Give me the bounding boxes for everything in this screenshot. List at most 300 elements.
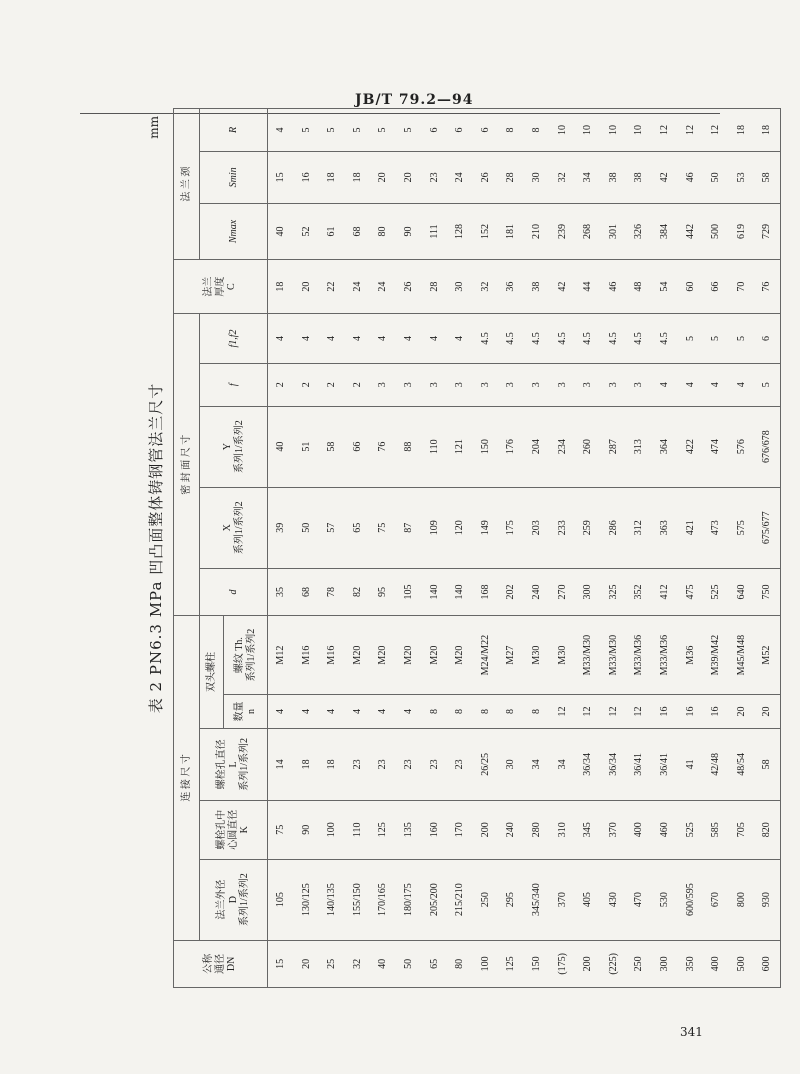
- table-cell: 36/41: [652, 728, 678, 800]
- table-cell: 20: [396, 151, 422, 203]
- table-cell: M33/M36: [626, 616, 652, 695]
- table-cell: 28: [422, 260, 448, 314]
- table-cell: 18: [319, 728, 345, 800]
- table-cell: 412: [652, 568, 678, 615]
- table-cell: 3: [498, 363, 524, 406]
- table-cell: 34: [550, 728, 576, 800]
- table-cell: 46: [678, 151, 704, 203]
- table-row: [626, 109, 652, 988]
- header-d: d: [200, 568, 268, 615]
- header-S: Smin: [200, 151, 268, 203]
- table-cell: 4.5: [524, 314, 550, 364]
- table-cell: 155/150: [345, 859, 371, 940]
- table-cell: 215/210: [447, 859, 473, 940]
- table-cell: 40: [370, 940, 396, 987]
- table-cell: 8: [447, 695, 473, 729]
- table-cell: 4: [294, 695, 320, 729]
- table-cell: 422: [678, 406, 704, 487]
- table-cell: 3: [601, 363, 627, 406]
- table-cell: 442: [678, 203, 704, 259]
- table-cell: 26/25: [473, 728, 499, 800]
- table-cell: 66: [703, 260, 729, 314]
- table-cell: 20: [294, 940, 320, 987]
- table-cell: 930: [754, 859, 780, 940]
- table-cell: 10: [550, 109, 576, 152]
- table-cell: 4: [345, 314, 371, 364]
- table-cell: 58: [319, 406, 345, 487]
- table-cell: 400: [703, 940, 729, 987]
- table-cell: 35: [268, 568, 294, 615]
- table-cell: 268: [575, 203, 601, 259]
- table-row: [396, 109, 422, 988]
- table-cell: 750: [754, 568, 780, 615]
- table-row: [652, 109, 678, 988]
- table-cell: (175): [550, 940, 576, 987]
- table-cell: 121: [447, 406, 473, 487]
- table-cell: 181: [498, 203, 524, 259]
- table-cell: 280: [524, 800, 550, 859]
- table-cell: 68: [294, 568, 320, 615]
- table-cell: 30: [524, 151, 550, 203]
- table-row: [370, 109, 396, 988]
- header-N: Nmax: [200, 203, 268, 259]
- table-cell: 530: [652, 859, 678, 940]
- table-cell: 23: [396, 728, 422, 800]
- table-cell: 53: [729, 151, 755, 203]
- table-cell: 76: [754, 260, 780, 314]
- table-cell: 111: [422, 203, 448, 259]
- table-cell: 100: [473, 940, 499, 987]
- table-cell: 125: [370, 800, 396, 859]
- table-cell: 12: [678, 109, 704, 152]
- table-cell: 345: [575, 800, 601, 859]
- table-cell: 135: [396, 800, 422, 859]
- table-row: [345, 109, 371, 988]
- table-cell: 4: [294, 314, 320, 364]
- table-cell: 140: [447, 568, 473, 615]
- table-cell: 140/135: [319, 859, 345, 940]
- table-cell: 80: [447, 940, 473, 987]
- table-cell: 600: [754, 940, 780, 987]
- header-n: 数量 n: [224, 695, 268, 729]
- table-cell: 57: [319, 487, 345, 568]
- table-cell: 2: [294, 363, 320, 406]
- table-cell: 287: [601, 406, 627, 487]
- table-cell: 585: [703, 800, 729, 859]
- table-cell: 50: [294, 487, 320, 568]
- table-cell: 234: [550, 406, 576, 487]
- table-cell: M33/M36: [652, 616, 678, 695]
- table-cell: M20: [396, 616, 422, 695]
- table-cell: 600/595: [678, 859, 704, 940]
- table-cell: 2: [268, 363, 294, 406]
- header-L: 螺栓孔直径 L 系列1/系列2: [200, 728, 268, 800]
- table-cell: 5: [294, 109, 320, 152]
- table-cell: 310: [550, 800, 576, 859]
- table-cell: 3: [550, 363, 576, 406]
- table-cell: M33/M30: [601, 616, 627, 695]
- table-cell: 180/175: [396, 859, 422, 940]
- table-cell: 8: [473, 695, 499, 729]
- table-cell: 12: [703, 109, 729, 152]
- header-R: R: [200, 109, 268, 152]
- table-row: [524, 109, 550, 988]
- header-f1f2: f1,f2: [200, 314, 268, 364]
- table-cell: 23: [422, 728, 448, 800]
- table-row: [294, 109, 320, 988]
- header-neck-group: 法 兰 颈: [174, 109, 200, 260]
- table-cell: 32: [550, 151, 576, 203]
- table-cell: 168: [473, 568, 499, 615]
- table-cell: 40: [268, 406, 294, 487]
- table-cell: 4: [447, 314, 473, 364]
- table-cell: 640: [729, 568, 755, 615]
- table-cell: 3: [473, 363, 499, 406]
- table-row: [703, 109, 729, 988]
- table-cell: 12: [626, 695, 652, 729]
- table-row: [575, 109, 601, 988]
- table-caption: 表 2 PN6.3 MPa 凹凸面整体铸钢管法兰尺寸: [147, 382, 165, 714]
- table-cell: 5: [396, 109, 422, 152]
- table-cell: 729: [754, 203, 780, 259]
- table-cell: 23: [447, 728, 473, 800]
- table-cell: 525: [703, 568, 729, 615]
- table-cell: 36/34: [601, 728, 627, 800]
- table-cell: 259: [575, 487, 601, 568]
- table-cell: 8: [498, 109, 524, 152]
- table-cell: 82: [345, 568, 371, 615]
- table-cell: 36/34: [575, 728, 601, 800]
- table-cell: 3: [575, 363, 601, 406]
- header-Th: 螺纹 Th. 系列1/系列2: [224, 616, 268, 695]
- table-cell: 128: [447, 203, 473, 259]
- table-cell: M45/M48: [729, 616, 755, 695]
- table-cell: 576: [729, 406, 755, 487]
- table-cell: M33/M30: [575, 616, 601, 695]
- table-cell: 16: [652, 695, 678, 729]
- table-cell: 60: [678, 260, 704, 314]
- table-cell: 16: [703, 695, 729, 729]
- table-cell: 20: [370, 151, 396, 203]
- table-cell: 68: [345, 203, 371, 259]
- table-cell: 200: [473, 800, 499, 859]
- table-cell: 4: [703, 363, 729, 406]
- table-cell: 28: [498, 151, 524, 203]
- table-cell: 405: [575, 859, 601, 940]
- table-cell: 4: [268, 314, 294, 364]
- table-cell: 370: [601, 800, 627, 859]
- table-cell: 6: [754, 314, 780, 364]
- table-cell: 352: [626, 568, 652, 615]
- table-cell: 87: [396, 487, 422, 568]
- table-cell: 4: [678, 363, 704, 406]
- table-cell: 239: [550, 203, 576, 259]
- table-cell: 312: [626, 487, 652, 568]
- table-cell: 250: [473, 859, 499, 940]
- table-cell: M30: [550, 616, 576, 695]
- table-cell: 38: [524, 260, 550, 314]
- table-cell: M30: [524, 616, 550, 695]
- table-cell: 3: [447, 363, 473, 406]
- table-cell: 26: [473, 151, 499, 203]
- table-cell: 5: [678, 314, 704, 364]
- table-cell: 110: [345, 800, 371, 859]
- table-cell: 12: [652, 109, 678, 152]
- table-cell: 820: [754, 800, 780, 859]
- table-cell: 500: [703, 203, 729, 259]
- table-cell: 48/54: [729, 728, 755, 800]
- table-row: [319, 109, 345, 988]
- table-cell: 18: [729, 109, 755, 152]
- table-cell: 460: [652, 800, 678, 859]
- table-cell: 4: [370, 695, 396, 729]
- table-cell: 175: [498, 487, 524, 568]
- header-X: X 系列1/系列2: [200, 487, 268, 568]
- table-cell: 8: [524, 109, 550, 152]
- table-cell: 4.5: [575, 314, 601, 364]
- header-stud-group: 双头螺柱: [200, 616, 224, 729]
- table-cell: 4: [729, 363, 755, 406]
- table-cell: 295: [498, 859, 524, 940]
- table-cell: 50: [396, 940, 422, 987]
- table-row: [422, 109, 448, 988]
- table-cell: 4: [319, 314, 345, 364]
- table-cell: M16: [319, 616, 345, 695]
- table-cell: 38: [626, 151, 652, 203]
- table-cell: 676/678: [754, 406, 780, 487]
- table-cell: 2: [345, 363, 371, 406]
- header-connection-group: 连 接 尺 寸: [174, 616, 200, 941]
- table-row: [473, 109, 499, 988]
- table-cell: 421: [678, 487, 704, 568]
- table-cell: 75: [370, 487, 396, 568]
- table-cell: 51: [294, 406, 320, 487]
- table-cell: 42/48: [703, 728, 729, 800]
- table-cell: 26: [396, 260, 422, 314]
- table-cell: 120: [447, 487, 473, 568]
- page-number: 341: [680, 1025, 703, 1039]
- table-cell: 6: [473, 109, 499, 152]
- table-cell: 204: [524, 406, 550, 487]
- table-cell: 32: [345, 940, 371, 987]
- table-cell: 70: [729, 260, 755, 314]
- table-cell: 16: [294, 151, 320, 203]
- table-cell: 23: [370, 728, 396, 800]
- table-cell: 800: [729, 859, 755, 940]
- table-cell: M36: [678, 616, 704, 695]
- table-cell: 12: [575, 695, 601, 729]
- table-cell: 575: [729, 487, 755, 568]
- table-cell: 5: [729, 314, 755, 364]
- flange-dimension-table: [173, 108, 781, 988]
- table-cell: 473: [703, 487, 729, 568]
- table-cell: 260: [575, 406, 601, 487]
- table-cell: 670: [703, 859, 729, 940]
- table-cell: 42: [652, 151, 678, 203]
- header-f: f: [200, 363, 268, 406]
- table-cell: 36/41: [626, 728, 652, 800]
- table-cell: 240: [524, 568, 550, 615]
- table-cell: 203: [524, 487, 550, 568]
- table-cell: 500: [729, 940, 755, 987]
- table-cell: 80: [370, 203, 396, 259]
- table-cell: 34: [575, 151, 601, 203]
- table-cell: 5: [754, 363, 780, 406]
- table-cell: 22: [319, 260, 345, 314]
- table-cell: 4.5: [498, 314, 524, 364]
- table-cell: 170: [447, 800, 473, 859]
- table-cell: 75: [268, 800, 294, 859]
- table-cell: 38: [601, 151, 627, 203]
- table-row: [729, 109, 755, 988]
- table-row: [754, 109, 780, 988]
- table-cell: 10: [601, 109, 627, 152]
- table-cell: 24: [370, 260, 396, 314]
- table-cell: 4.5: [626, 314, 652, 364]
- table-cell: 8: [498, 695, 524, 729]
- table-cell: 6: [447, 109, 473, 152]
- table-cell: 130/125: [294, 859, 320, 940]
- table-cell: 12: [601, 695, 627, 729]
- table-row: [447, 109, 473, 988]
- table-cell: 474: [703, 406, 729, 487]
- table-cell: 18: [319, 151, 345, 203]
- table-cell: 150: [524, 940, 550, 987]
- table-cell: M39/M42: [703, 616, 729, 695]
- table-cell: 100: [319, 800, 345, 859]
- table-cell: 32: [473, 260, 499, 314]
- table-cell: 95: [370, 568, 396, 615]
- table-cell: 3: [626, 363, 652, 406]
- table-cell: 4: [396, 314, 422, 364]
- table-cell: 350: [678, 940, 704, 987]
- table-cell: 200: [575, 940, 601, 987]
- table-cell: 300: [652, 940, 678, 987]
- table-cell: 14: [268, 728, 294, 800]
- table-cell: 3: [370, 363, 396, 406]
- header-D: 法兰外径 D 系列1/系列2: [200, 859, 268, 940]
- table-cell: 205/200: [422, 859, 448, 940]
- table-cell: 705: [729, 800, 755, 859]
- table-cell: 58: [754, 728, 780, 800]
- table-cell: 90: [294, 800, 320, 859]
- table-row: [268, 109, 294, 988]
- table-cell: 202: [498, 568, 524, 615]
- header-dn: 公称 通径 DN: [174, 940, 268, 987]
- table-cell: 42: [550, 260, 576, 314]
- table-cell: 105: [268, 859, 294, 940]
- table-cell: 25: [319, 940, 345, 987]
- table-cell: 210: [524, 203, 550, 259]
- table-cell: 152: [473, 203, 499, 259]
- table-cell: 3: [396, 363, 422, 406]
- table-cell: 18: [294, 728, 320, 800]
- table-cell: 3: [422, 363, 448, 406]
- table-cell: 400: [626, 800, 652, 859]
- header-C: 法兰 厚度 C: [174, 260, 268, 314]
- table-cell: 364: [652, 406, 678, 487]
- table-cell: 149: [473, 487, 499, 568]
- table-cell: 18: [268, 260, 294, 314]
- header-seal-group: 密 封 面 尺 寸: [174, 314, 200, 616]
- table-cell: 3: [524, 363, 550, 406]
- table-cell: 4: [370, 314, 396, 364]
- table-cell: 15: [268, 940, 294, 987]
- header-K: 螺栓孔中 心圆直径 K: [200, 800, 268, 859]
- table-cell: 12: [550, 695, 576, 729]
- table-cell: 41: [678, 728, 704, 800]
- table-cell: 363: [652, 487, 678, 568]
- rotated-table-area: [145, 108, 785, 988]
- table-cell: 140: [422, 568, 448, 615]
- table-cell: 270: [550, 568, 576, 615]
- table-cell: 24: [447, 151, 473, 203]
- table-cell: 430: [601, 859, 627, 940]
- table-cell: 4: [268, 695, 294, 729]
- table-cell: 4.5: [473, 314, 499, 364]
- table-cell: 5: [703, 314, 729, 364]
- table-cell: 250: [626, 940, 652, 987]
- table-cell: 384: [652, 203, 678, 259]
- table-cell: M52: [754, 616, 780, 695]
- table-cell: 54: [652, 260, 678, 314]
- table-cell: 88: [396, 406, 422, 487]
- table-cell: 34: [524, 728, 550, 800]
- table-cell: 18: [345, 151, 371, 203]
- table-cell: 5: [370, 109, 396, 152]
- table-cell: 170/165: [370, 859, 396, 940]
- table-cell: 5: [345, 109, 371, 152]
- table-cell: 4.5: [652, 314, 678, 364]
- table-cell: M27: [498, 616, 524, 695]
- table-body: [268, 109, 781, 988]
- table-cell: M20: [422, 616, 448, 695]
- table-cell: 52: [294, 203, 320, 259]
- table-cell: 39: [268, 487, 294, 568]
- table-row: [678, 109, 704, 988]
- table-cell: 30: [447, 260, 473, 314]
- table-cell: M12: [268, 616, 294, 695]
- table-cell: 18: [754, 109, 780, 152]
- table-cell: 15: [268, 151, 294, 203]
- table-cell: 6: [422, 109, 448, 152]
- table-cell: 525: [678, 800, 704, 859]
- table-cell: 325: [601, 568, 627, 615]
- table-cell: 109: [422, 487, 448, 568]
- table-cell: 301: [601, 203, 627, 259]
- table-cell: 313: [626, 406, 652, 487]
- table-cell: 125: [498, 940, 524, 987]
- table-cell: 233: [550, 487, 576, 568]
- table-cell: 36: [498, 260, 524, 314]
- table-cell: 66: [345, 406, 371, 487]
- table-cell: 286: [601, 487, 627, 568]
- table-cell: 44: [575, 260, 601, 314]
- table-cell: 105: [396, 568, 422, 615]
- table-cell: 20: [729, 695, 755, 729]
- table-cell: 40: [268, 203, 294, 259]
- table-cell: 78: [319, 568, 345, 615]
- table-cell: 5: [319, 109, 345, 152]
- table-cell: 4.5: [550, 314, 576, 364]
- table-cell: 24: [345, 260, 371, 314]
- table-cell: 4.5: [601, 314, 627, 364]
- table-cell: 46: [601, 260, 627, 314]
- table-cell: 300: [575, 568, 601, 615]
- table-cell: 10: [575, 109, 601, 152]
- table-cell: 4: [422, 314, 448, 364]
- table-cell: 61: [319, 203, 345, 259]
